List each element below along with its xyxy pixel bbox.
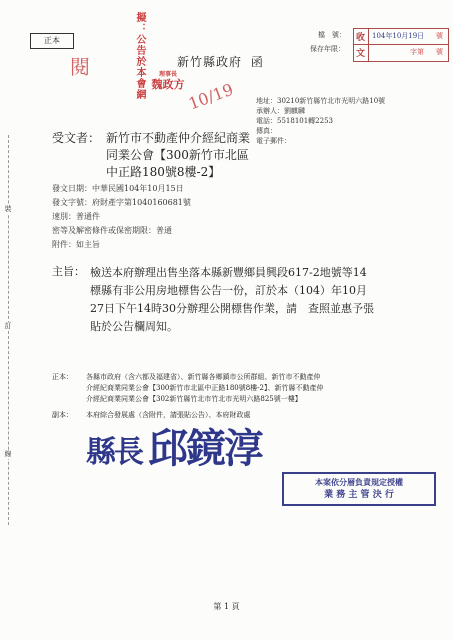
binding-label-xian: 線 bbox=[4, 450, 12, 458]
agency-name: 新竹縣政府 bbox=[177, 55, 243, 69]
main-distribution-line-1: 各縣市政府（含六都及福建省）、新竹縣各鄉鎮市公所群組、新竹市不動產仲 bbox=[86, 373, 321, 381]
main-distribution-line-2: 介經紀商業同業公會【300新竹市北區中正路180號8樓-2】、新竹縣不動產仲 bbox=[86, 384, 324, 392]
doc-speed: 速別：普通件 bbox=[52, 212, 100, 221]
read-mark: 閱 bbox=[70, 55, 90, 79]
doc-date: 發文日期：中華民國104年10月15日 bbox=[52, 184, 184, 193]
subject-line-4: 貼於公告欄周知。 bbox=[90, 320, 178, 333]
doc-type: 函 bbox=[250, 55, 264, 69]
seal-line-1: 本案依分層負責規定授權 bbox=[315, 477, 403, 487]
recipient-line-1: 新竹市不動產仲介經紀商業 bbox=[106, 131, 251, 145]
doc-number: 發文字號：府財產字第1040160681號 bbox=[52, 198, 191, 207]
subject-body bbox=[90, 264, 374, 336]
page-number: 第 1 頁 bbox=[213, 602, 240, 611]
agency-title bbox=[177, 54, 264, 71]
copy-distribution-label: 副本： bbox=[52, 411, 73, 419]
receipt-no-label-2: 號 bbox=[436, 48, 443, 56]
recipient-block bbox=[106, 130, 250, 181]
main-distribution-label: 正本： bbox=[52, 373, 73, 381]
receipt-word-label: 字第 bbox=[410, 48, 424, 56]
magistrate-signature bbox=[86, 425, 262, 474]
binding-label-zhuang: 裝 bbox=[4, 205, 12, 213]
chairman-stamp-name: 魏政方 bbox=[151, 78, 185, 91]
seal-line-2: 業 務 主 管 決 行 bbox=[324, 490, 394, 500]
signature-name: 邱鏡淳 bbox=[148, 425, 262, 472]
receipt-stamp-left bbox=[354, 29, 369, 61]
signature-title: 縣長 bbox=[86, 435, 142, 470]
copy-type-box: 正本 bbox=[30, 33, 74, 49]
sender-email: 電子郵件： bbox=[256, 137, 291, 145]
review-stamp-vertical: 擬：公告於本會網 bbox=[134, 12, 145, 100]
receipt-char-2: 文 bbox=[356, 49, 366, 59]
receipt-divider bbox=[354, 44, 448, 45]
main-distribution bbox=[86, 372, 324, 405]
doc-secrecy: 密等及解密條件或保密期限：普通 bbox=[52, 226, 172, 235]
receipt-char-1: 收 bbox=[356, 33, 366, 43]
recipient-line-3: 中正路180號8樓-2】 bbox=[106, 165, 221, 179]
subject-label: 主旨： bbox=[52, 265, 85, 278]
receipt-stamp bbox=[353, 28, 449, 62]
binding-label-ding: 訂 bbox=[4, 322, 12, 330]
subject-line-2: 標縣有非公用房地標售公告一份，訂於本（104）年10月 bbox=[90, 284, 367, 297]
subject-line-3: 27日下午14時30分辦理公開標售作業，請 查照並惠予張 bbox=[90, 302, 374, 315]
sender-handler: 承辦人：劉麒麟 bbox=[256, 107, 305, 115]
subject-line-1: 檢送本府辦理出售坐落本縣新豐鄉員興段617-2地號等14 bbox=[90, 266, 367, 279]
main-distribution-line-3: 介經紀商業同業公會【302新竹縣竹北市竹北市光明六路825號一樓】 bbox=[86, 395, 302, 403]
handwritten-date: 10/19 bbox=[185, 79, 236, 114]
chairman-stamp-label: 理事長 bbox=[158, 71, 177, 78]
doc-info bbox=[52, 183, 191, 250]
recipient-line-2: 同業公會【300新竹市北區 bbox=[106, 148, 249, 162]
sender-fax: 傳真： bbox=[256, 127, 277, 135]
sender-phone: 電話：5518101轉2253 bbox=[256, 117, 333, 125]
copy-distribution: 本府綜合發展處（含附件，請張貼公告）、本府財政處 bbox=[86, 411, 251, 419]
sender-address: 地址：30210新竹縣竹北市光明六路10號 bbox=[256, 97, 386, 105]
doc-attachment: 附件：如主旨 bbox=[52, 240, 100, 249]
receipt-no-label: 號 bbox=[436, 32, 443, 40]
file-no-label: 檔 號： bbox=[318, 31, 346, 39]
delegation-seal bbox=[282, 472, 436, 506]
retention-label: 保存年限： bbox=[310, 45, 345, 53]
chairman-stamp bbox=[150, 70, 186, 91]
receipt-date: 104年10月19日 bbox=[372, 32, 425, 40]
sender-info bbox=[256, 96, 385, 146]
recipient-label: 受文者： bbox=[52, 131, 101, 145]
